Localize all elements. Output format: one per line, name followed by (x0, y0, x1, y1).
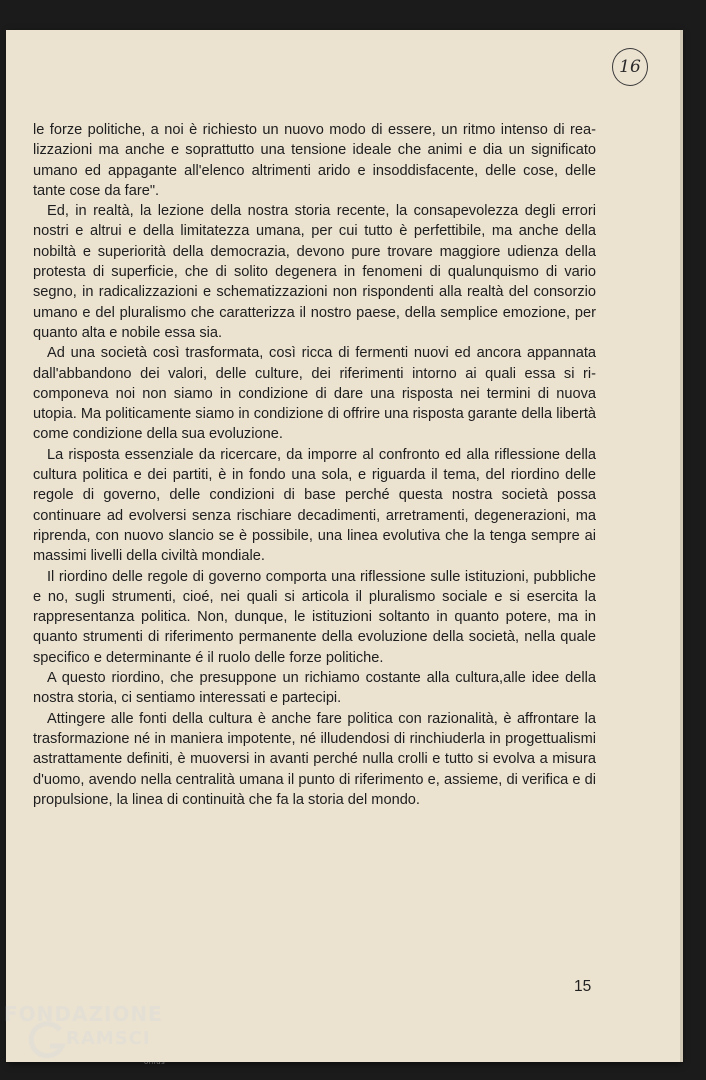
watermark-small: onlus (144, 1058, 166, 1066)
watermark-line-2: RAMSCI (66, 1028, 151, 1049)
paragraph: La risposta essenziale da ricercare, da imporre al confronto ed alla riflessione della cultura politica e dei partiti, è in fondo una sola, e riguarda il tema, del riordino delle regole di governo, delle condizioni di base perché questa nostra società possa continuare ad evolversi senza rischiare decadimenti, arretramenti, degenerazioni, ma riprenda, con nuovo slancio se è possibile, una linea evolutiva che la tenga sempre ai massimi livelli della civiltà mondiale. (33, 446, 596, 565)
paragraph: Attingere alle fonti della cultura è anche fare politica con razionalità, è affrontare la trasformazione né in maniera impotente, né illudendosi di rinchiuderla in progettualismi astrattamente definiti, è muoversi in avanti perché nulla crolli e tutto si evolva a misura d'uomo, avendo nella centralità umana il punto di riferimento e, assieme, di verifica e di propulsione, la linea di continuità che fa la storia del mondo. (33, 710, 596, 808)
archive-page-mark (612, 48, 648, 86)
watermark-g-logo-icon (28, 1020, 68, 1060)
archive-page-mark-number: 16 (619, 57, 641, 77)
paragraph: Il riordino delle regole di governo comporta una riflessione sulle istituzioni, pubbliche e no, sugli strumenti, cioé, nei quali si articola il pluralismo sociale e si esercita la rappresentanza politica. Non, dunque, le istituzioni soltanto in quanto potere, ma in quanto strumenti di riferimento permanente della evoluzione della società, nella quale specifico e determinante é il ruolo delle forze politiche. (33, 568, 596, 666)
paragraph: A questo riordino, che presuppone un richiamo costante alla cultura,alle idee della nostra storia, ci sentiamo interessati e partecipi. (33, 670, 596, 707)
page-edge (680, 30, 683, 1062)
fondazione-gramsci-watermark (4, 1002, 204, 1074)
paragraph: Ad una società così trasformata, così ricca di fermenti nuovi ed ancora appannata dall'abbandono dei valori, delle culture, dei riferimenti intorno ai quali essa si ricomponeva noi non siamo in condizione di dare una risposta nei termini di nuova utopia. Ma politicamente siamo in condizione di offrire una risposta garante della libertà come condizione della sua evoluzione. (33, 345, 596, 443)
body-text (33, 120, 596, 810)
page-number: 15 (574, 978, 592, 995)
paragraph: Ed, in realtà, la lezione della nostra storia recente, la consapevolezza degli errori nostri e altrui e della limitatezza umana, per cui tutto è perfettibile, ma anche della nobiltà e superiorità della democrazia, devono pure trovare maggiore udienza della protesta di superficie, che di solito degenera in fenomeni di qualunquismo di vario segno, in radicalizzazioni e schematizzazioni non rispondenti alla realtà del consorzio umano e del pluralismo che caratterizza il nostro paese, della semplice emozione, per quanto alta e nobile essa sia. (33, 203, 596, 341)
watermark-line-1: FONDAZIONE (4, 1002, 163, 1026)
paragraph: le forze politiche, a noi è richiesto un nuovo modo di essere, un ritmo intenso di realizzazioni ma anche e soprattutto una tensione ideale che animi e dia un significato umano ed appagante all'elenco altrimenti arido e insoddisfacente, delle cose, delle tante cose da fare". (33, 122, 596, 199)
